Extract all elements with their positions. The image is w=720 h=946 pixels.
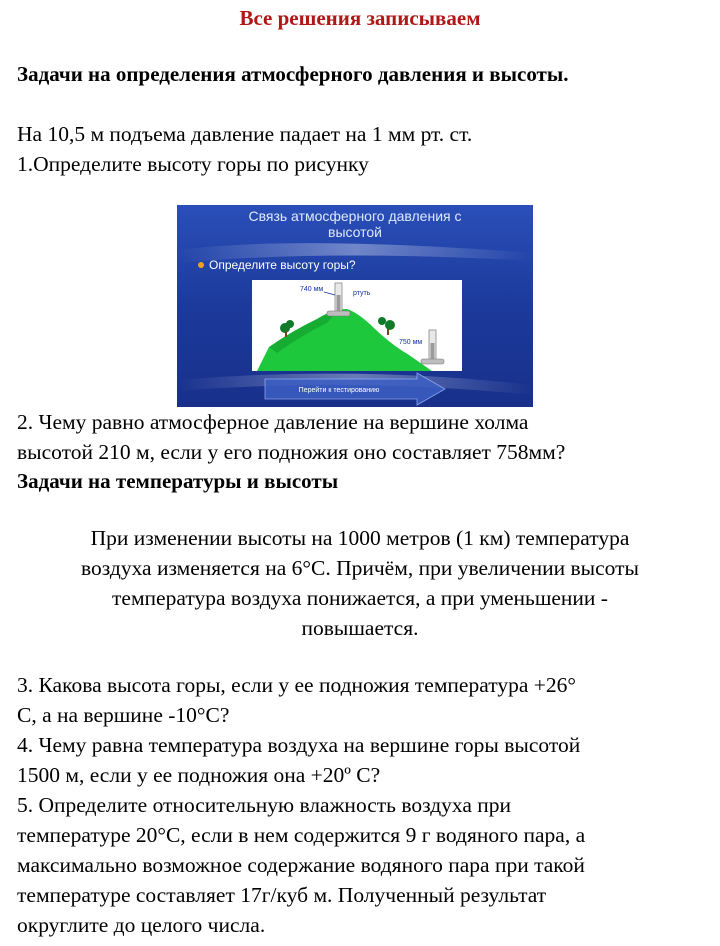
task-3-line2: С, а на вершине -10°С? xyxy=(17,703,230,727)
top-heading: Все решения записываем xyxy=(239,6,481,30)
section-title-temperature: Задачи на температуры и высоты xyxy=(17,469,339,493)
rule-temperature-line4: повышается. xyxy=(301,616,419,640)
slide-bullet-icon xyxy=(198,262,204,268)
slide-title-line2: высотой xyxy=(328,224,382,240)
slide-title-line1: Связь атмосферного давления с xyxy=(248,208,462,224)
rule-temperature-line2: воздуха изменяется на 6°С. Причём, при увеличении высоты xyxy=(81,556,639,580)
task-5-line1: 5. Определите относительную влажность воздуха при xyxy=(17,793,512,817)
task-1: 1.Определите высоту горы по рисунку xyxy=(17,152,369,176)
task-4-line1: 4. Чему равна температура воздуха на вершине горы высотой xyxy=(17,733,581,757)
slide-figure xyxy=(177,205,533,407)
label-750: 750 мм xyxy=(399,339,423,346)
task-5-line3: максимально возможное содержание водяного пара при такой xyxy=(17,853,585,877)
nav-button-label: Перейти к тестированию xyxy=(298,387,380,394)
rule-pressure: На 10,5 м подъема давление падает на 1 мм рт. ст. xyxy=(17,122,473,146)
task-5-line2: температуре 20°С, если в нем содержится 9 г водяного пара, а xyxy=(17,823,586,847)
rule-temperature-line1: При изменении высоты на 1000 метров (1 км) температура xyxy=(90,526,630,550)
section-title-pressure: Задачи на определения атмосферного давления и высоты. xyxy=(17,62,569,86)
label-mercury: ртуть xyxy=(353,290,371,297)
task-2-line2: высотой 210 м, если у его подножия оно составляет 758мм? xyxy=(17,440,566,464)
task-3-line1: 3. Какова высота горы, если у ее подножия температура +26° xyxy=(17,673,576,697)
task-4-line2: 1500 м, если у ее подножия она +20º С? xyxy=(17,763,381,787)
task-2-line1: 2. Чему равно атмосферное давление на вершине холма xyxy=(17,410,529,434)
slide-bullet: Определите высоту горы? xyxy=(209,258,356,272)
rule-temperature-line3: температура воздуха понижается, а при уменьшении - xyxy=(112,586,608,610)
task-5-line4: температуре составляет 17г/куб м. Полученный результат xyxy=(17,883,547,907)
task-5-line5: округлите до целого числа. xyxy=(17,913,266,937)
label-740: 740 мм xyxy=(300,286,324,293)
